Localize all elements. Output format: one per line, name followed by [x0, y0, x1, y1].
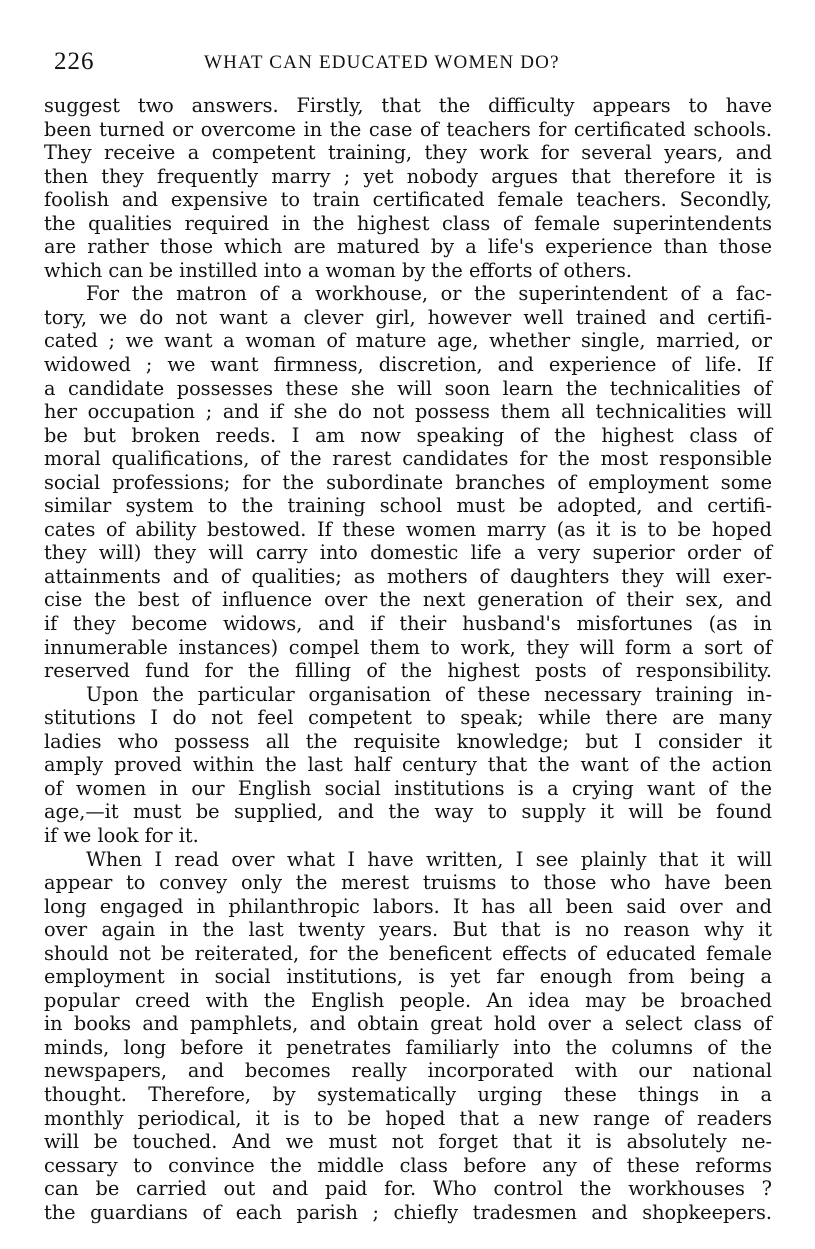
text-line: cates of ability bestowed. If these women marry (as it is to be hoped [44, 517, 772, 541]
text-line: social professions; for the subordinate branches of employment some [44, 470, 772, 494]
text-line: suggest two answers. Firstly, that the difficulty appears to have [44, 94, 772, 117]
text-line: amply proved within the last half century that the want of the action [44, 753, 772, 777]
text-line: cise the best of influence over the next generation of their sex, and [44, 588, 772, 612]
text-line: then they frequently marry ; yet nobody argues that therefore it is [44, 164, 772, 188]
text-line: the guardians of each parish ; chiefly tradesmen and shopkeepers. [44, 1200, 772, 1224]
page-number: 226 [54, 48, 95, 75]
text-line: her occupation ; and if she do not possess them all technicalities will [44, 400, 772, 424]
text-line: employment in social institutions, is yet far enough from being a [44, 965, 772, 989]
text-line: be but broken reeds. I am now speaking of the highest class of [44, 423, 772, 447]
text-line: age,—it must be supplied, and the way to supply it will be found [44, 800, 772, 824]
text-line: widowed ; we want firmness, discretion, and experience of life. If [44, 353, 772, 377]
text-line: can be carried out and paid for. Who control the workhouses ? [44, 1177, 772, 1201]
text-line: attainments and of qualities; as mothers of daughters they will exer- [44, 564, 772, 588]
text-line: cessary to convince the middle class before any of these reforms [44, 1153, 772, 1177]
paragraph-start-line: For the matron of a workhouse, or the superintendent of a fac- [86, 282, 772, 306]
text-line: ladies who possess all the requisite knowledge; but I consider it [44, 729, 772, 753]
text-line: thought. Therefore, by systematically urging these things in a [44, 1082, 772, 1106]
text-line: long engaged in philanthropic labors. It has all been said over and [44, 894, 772, 918]
text-line: innumerable instances) compel them to work, they will form a sort of [44, 635, 772, 659]
book-page [44, 48, 772, 1224]
text-line: of women in our English social institutions is a crying want of the [44, 776, 772, 800]
text-line: similar system to the training school must be adopted, and certifi- [44, 494, 772, 518]
text-line: they will) they will carry into domestic life a very superior order of [44, 541, 772, 565]
text-line: been turned or overcome in the case of teachers for certificated schools. [44, 117, 772, 141]
text-line: a candidate possesses these she will soon learn the technicalities of [44, 376, 772, 400]
text-line: They receive a competent training, they work for several years, and [44, 141, 772, 165]
text-line: over again in the last twenty years. But that is no reason why it [44, 918, 772, 942]
running-title: WHAT CAN EDUCATED WOMEN DO? [204, 52, 560, 73]
text-line: are rather those which are matured by a life's experience than those [44, 235, 772, 259]
text-line: the qualities required in the highest class of female superintendents [44, 211, 772, 235]
paragraph-start-line: When I read over what I have written, I see plainly that it will [86, 847, 772, 871]
text-line: moral qualifications, of the rarest candidates for the most responsible [44, 447, 772, 471]
text-line: if they become widows, and if their husband's misfortunes (as in [44, 612, 772, 636]
running-head [44, 48, 772, 84]
text-line: monthly periodical, it is to be hoped that a new range of readers [44, 1106, 772, 1130]
text-line: stitutions I do not feel competent to speak; while there are many [44, 706, 772, 730]
text-line: in books and pamphlets, and obtain great hold over a select class of [44, 1012, 772, 1036]
text-line: tory, we do not want a clever girl, however well trained and certifi- [44, 305, 772, 329]
text-line: appear to convey only the merest truisms to those who have been [44, 871, 772, 895]
text-line: minds, long before it penetrates familiarly into the columns of the [44, 1035, 772, 1059]
text-line: cated ; we want a woman of mature age, whether single, married, or [44, 329, 772, 353]
text-line: which can be instilled into a woman by the efforts of others. [44, 258, 632, 282]
body-text [44, 94, 772, 1224]
paragraph-start-line: Upon the particular organisation of these necessary training in- [86, 682, 772, 706]
text-line: if we look for it. [44, 823, 199, 847]
text-line: should not be reiterated, for the beneficent effects of educated female [44, 941, 772, 965]
text-line: will be touched. And we must not forget that it is absolutely ne- [44, 1130, 772, 1154]
text-line: popular creed with the English people. An idea may be broached [44, 988, 772, 1012]
text-line: newspapers, and becomes really incorporated with our national [44, 1059, 772, 1083]
text-line: foolish and expensive to train certificated female teachers. Secondly, [44, 188, 772, 212]
text-line: reserved fund for the filling of the highest posts of responsibility. [44, 659, 772, 683]
